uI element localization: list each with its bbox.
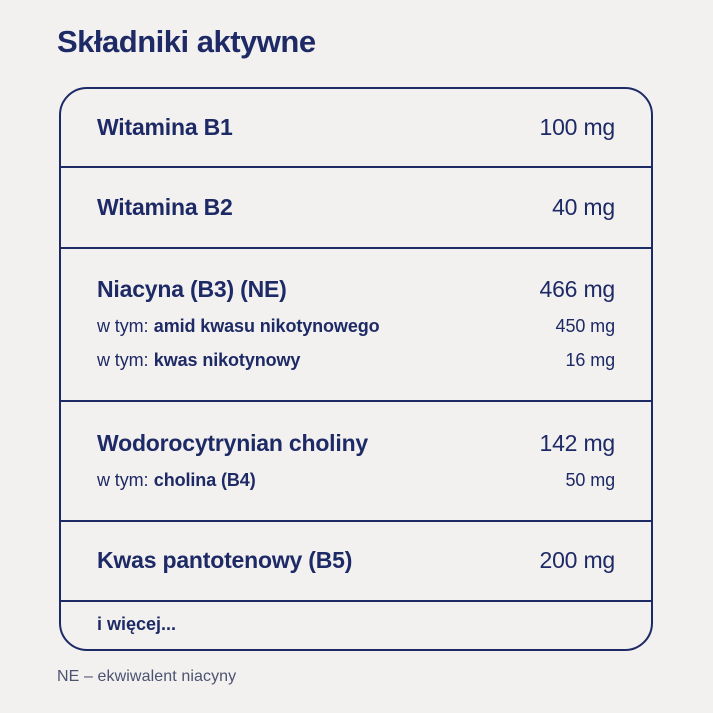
- sub-ingredient-prefix: w tym:: [97, 469, 149, 490]
- table-row-pantothenic-acid: [61, 522, 651, 602]
- ingredient-amount: 100 mg: [539, 113, 615, 140]
- table-row-niacin: [61, 249, 651, 402]
- ingredient-line: [97, 547, 615, 573]
- table-row-choline: [61, 402, 651, 522]
- ingredient-line: [97, 276, 615, 302]
- ingredients-table: [59, 87, 653, 651]
- sub-ingredient-name: amid kwasu nikotynowego: [153, 315, 380, 336]
- ingredient-name: Witamina B1: [97, 113, 233, 140]
- sub-ingredient-amount: 16 mg: [565, 350, 615, 371]
- sub-ingredient-name: kwas nikotynowy: [153, 350, 301, 371]
- ingredient-line: [97, 114, 615, 140]
- table-row-more[interactable]: [61, 602, 651, 649]
- sub-ingredient-prefix: w tym:: [97, 315, 149, 336]
- sub-ingredient-line: [97, 350, 615, 372]
- ingredient-line: [97, 430, 615, 456]
- more-label[interactable]: i więcej...: [97, 614, 177, 635]
- ingredient-amount: 466 mg: [539, 276, 615, 303]
- sub-ingredient-line: [97, 316, 615, 338]
- sub-ingredient-prefix: w tym:: [97, 350, 149, 371]
- sub-ingredient-label: [97, 316, 380, 338]
- table-row-vitamin-b1: [61, 89, 651, 168]
- sub-ingredient-line: [97, 470, 615, 492]
- ingredient-amount: 40 mg: [552, 193, 615, 220]
- sub-ingredient-label: [97, 470, 256, 492]
- sub-ingredient-amount: 450 mg: [555, 315, 615, 336]
- ingredient-amount: 142 mg: [539, 430, 615, 457]
- ingredient-amount: 200 mg: [539, 547, 615, 574]
- ingredient-name: Witamina B2: [97, 193, 233, 220]
- ingredient-name: Kwas pantotenowy (B5): [97, 547, 353, 574]
- ingredient-line: [97, 194, 615, 220]
- footnote: NE – ekwiwalent niacyny: [57, 667, 237, 685]
- ingredient-name: Niacyna (B3) (NE): [97, 276, 287, 303]
- sub-ingredient-label: [97, 350, 300, 372]
- sub-ingredient-name: cholina (B4): [153, 469, 256, 490]
- table-row-vitamin-b2: [61, 168, 651, 249]
- page-title: Składniki aktywne: [57, 24, 316, 59]
- ingredient-name: Wodorocytrynian choliny: [97, 430, 369, 457]
- sub-ingredient-amount: 50 mg: [565, 469, 615, 490]
